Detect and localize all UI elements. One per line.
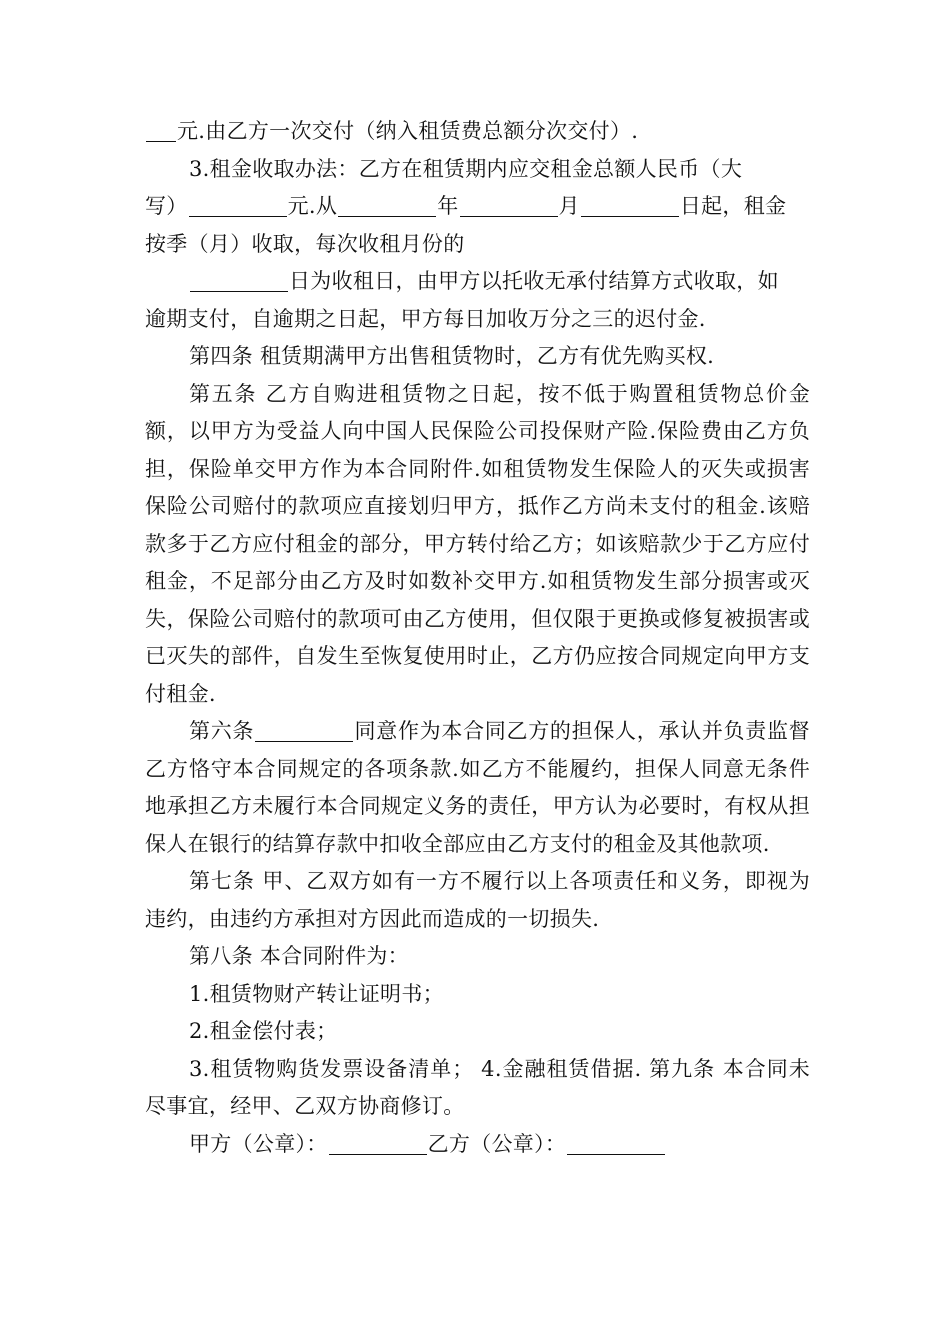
contract-body (145, 113, 810, 1163)
blank-field (338, 192, 436, 217)
text-run: 按季（月）收取，每次收租月份的 (145, 231, 465, 256)
party-b-seal-blank (567, 1130, 665, 1155)
text-run: 元.从 (287, 194, 338, 218)
party-a-seal-blank (329, 1130, 427, 1155)
paragraph-rent-collection (145, 151, 810, 189)
attachment-1: 1.租赁物财产转让证明书； (189, 981, 444, 1006)
blank-field (255, 717, 353, 742)
text-run: 月 (558, 194, 580, 218)
text-run: 元.由乙方一次交付（纳入租赁费总额分次交付）. (177, 119, 639, 143)
blank-field (460, 192, 558, 217)
paragraph-collection-day (145, 263, 810, 301)
blank-field (190, 267, 288, 292)
text-run: 第六条 (189, 719, 255, 743)
text-run: 年 (437, 194, 459, 218)
party-a-seal-label: 甲方（公章）： (189, 1131, 328, 1156)
attachment-3-and-article-9: 3.租赁物购货发票设备清单； 4.金融租赁借据. 第九条 本合同未尽事宜，经甲、乙双方协商修订。 (145, 1056, 810, 1118)
article-6 (145, 713, 810, 863)
article-7: 第七条 甲、乙双方如有一方不履行以上各项责任和义务，即视为违约，由违约方承担对方因此而造成的一切损失. (145, 869, 810, 931)
text-run: 同意作为本合同乙方的担保人，承认并负责监督乙方恪守本合同规定的各项条款.如乙方不能履约，担保人同意无条件地承担乙方未履行本合同规定义务的责任，甲方认为必要时，有权从担保人在银行的结算存款中扣收全部应由乙方支付的租金及其他款项. (145, 719, 810, 856)
article-4: 第四条 租赁期满甲方出售租赁物时，乙方有优先购买权. (189, 344, 715, 368)
text-run: 逾期支付，自逾期之日起，甲方每日加收万分之三的迟付金. (145, 306, 706, 331)
text-run: 写） (145, 194, 188, 218)
paragraph-down-payment (145, 113, 810, 151)
paragraph-rent-collection-line2 (145, 188, 810, 226)
article-5: 第五条 乙方自购进租赁物之日起，按不低于购置租赁物总价金额，以甲方为受益人向中国人民保险公司投保财产险.保险费由乙方负担，保险单交甲方作为本合同附件.如租赁物发生保险人的灭失或损害保险公司赔付的款项应直接划归甲方，抵作乙方尚未支付的租金.该赔款多于乙方应付租金的部分，甲方转付给乙方；如该赔款少于乙方应付租金，不足部分由乙方及时如数补交甲方.如租赁物发生部分损害或灭失，保险公司赔付的款项可由乙方使用，但仅限于更换或修复被损害或已灭失的部件，自发生至恢复使用时止，乙方仍应按合同规定向甲方支付租金. (145, 381, 810, 706)
attachment-2: 2.租金偿付表； (189, 1019, 338, 1043)
blank-field (189, 192, 287, 217)
text-run: 日起，租金 (679, 194, 787, 218)
blank-field (146, 117, 176, 142)
blank-field (581, 192, 679, 217)
paragraph-late-fee (145, 301, 810, 339)
party-b-seal-label: 乙方（公章）： (427, 1131, 567, 1156)
paragraph-rent-collection-line3 (145, 226, 810, 264)
signature-line (145, 1126, 810, 1164)
text-run: 3.租金收取办法：乙方在租赁期内应交租金总额人民币（大 (189, 156, 743, 181)
article-8: 第八条 本合同附件为： (189, 944, 409, 968)
text-run: 日为收租日，由甲方以托收无承付结算方式收取，如 (289, 269, 779, 293)
